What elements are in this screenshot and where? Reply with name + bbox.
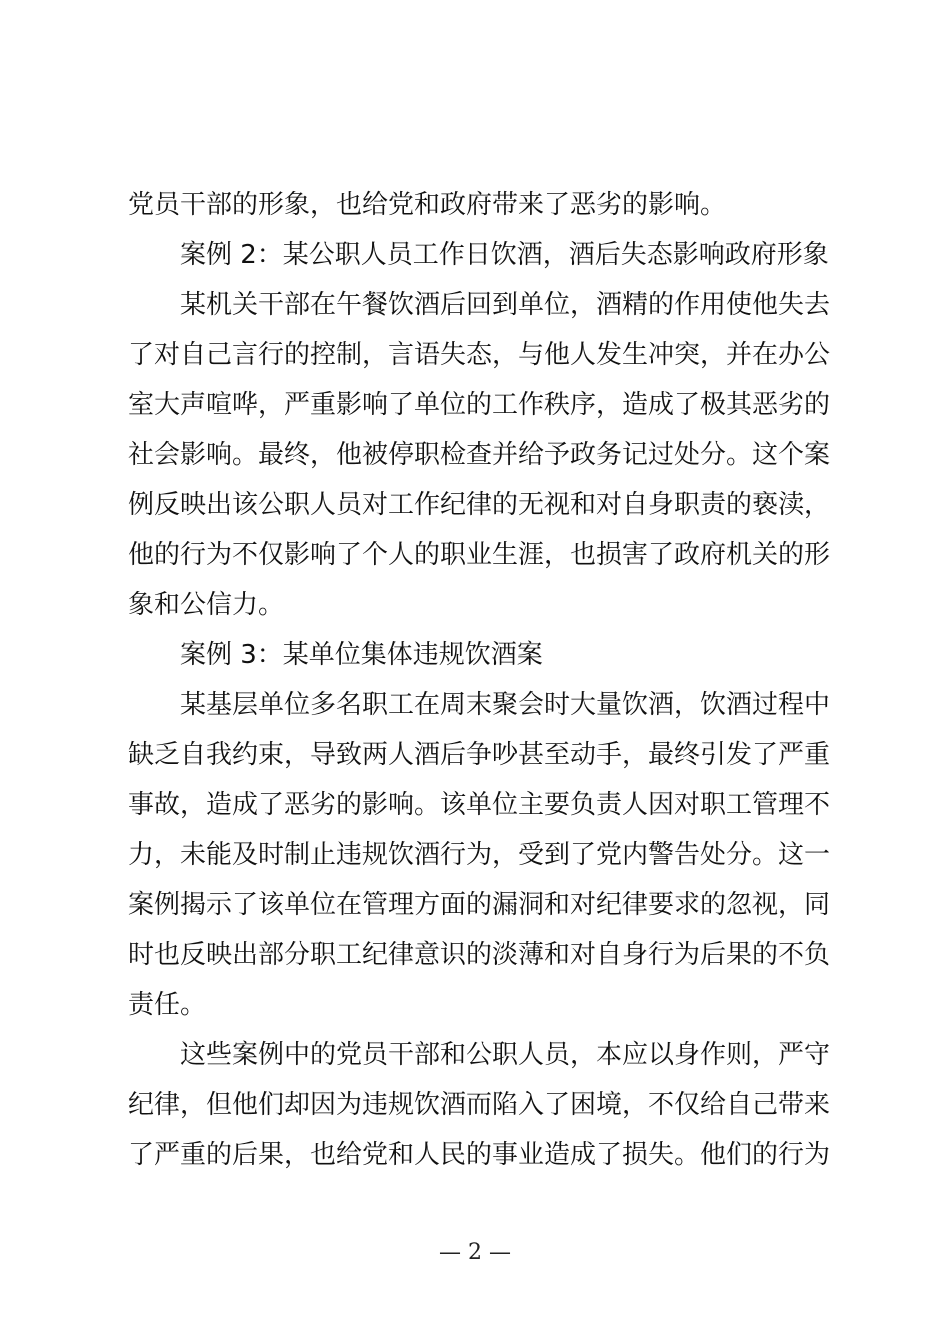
text-line: 了严重的后果，也给党和人民的事业造成了损失。他们的行为 bbox=[128, 1140, 831, 1170]
text-line: 纪律，但他们却因为违规饮酒而陷入了困境，不仅给自己带来 bbox=[128, 1090, 831, 1120]
text-line: 时也反映出部分职工纪律意识的淡薄和对自身行为后果的不负 bbox=[128, 940, 831, 970]
text-line: 力，未能及时制止违规饮酒行为，受到了党内警告处分。这一 bbox=[128, 840, 831, 870]
text-line: 缺乏自我约束，导致两人酒后争吵甚至动手，最终引发了严重 bbox=[128, 740, 831, 770]
text-line: 案例 2：某公职人员工作日饮酒，酒后失态影响政府形象 bbox=[180, 240, 829, 270]
text-line: 了对自己言行的控制，言语失态，与他人发生冲突，并在办公 bbox=[128, 340, 831, 370]
text-line: 事故，造成了恶劣的影响。该单位主要负责人因对职工管理不 bbox=[128, 790, 831, 820]
document-body bbox=[128, 180, 830, 1180]
text-line: 例反映出该公职人员对工作纪律的无视和对自身职责的亵渎， bbox=[128, 490, 831, 520]
text-line: 责任。 bbox=[128, 990, 207, 1020]
text-line: 这些案例中的党员干部和公职人员，本应以身作则，严守 bbox=[180, 1040, 831, 1070]
text-line: 象和公信力。 bbox=[128, 590, 285, 620]
text-line: 他的行为不仅影响了个人的职业生涯，也损害了政府机关的形 bbox=[128, 540, 831, 570]
text-line: 党员干部的形象，也给党和政府带来了恶劣的影响。 bbox=[128, 190, 727, 220]
text-line: 社会影响。最终，他被停职检查并给予政务记过处分。这个案 bbox=[128, 440, 831, 470]
text-line: 室大声喧哗，严重影响了单位的工作秩序，造成了极其恶劣的 bbox=[128, 390, 831, 420]
page-number: — 2 — bbox=[439, 1240, 511, 1265]
text-line: 某机关干部在午餐饮酒后回到单位，酒精的作用使他失去 bbox=[180, 290, 831, 320]
text-line: 案例 3：某单位集体违规饮酒案 bbox=[180, 640, 543, 670]
text-line: 案例揭示了该单位在管理方面的漏洞和对纪律要求的忽视，同 bbox=[128, 890, 831, 920]
text-line: 某基层单位多名职工在周末聚会时大量饮酒，饮酒过程中 bbox=[180, 690, 831, 720]
